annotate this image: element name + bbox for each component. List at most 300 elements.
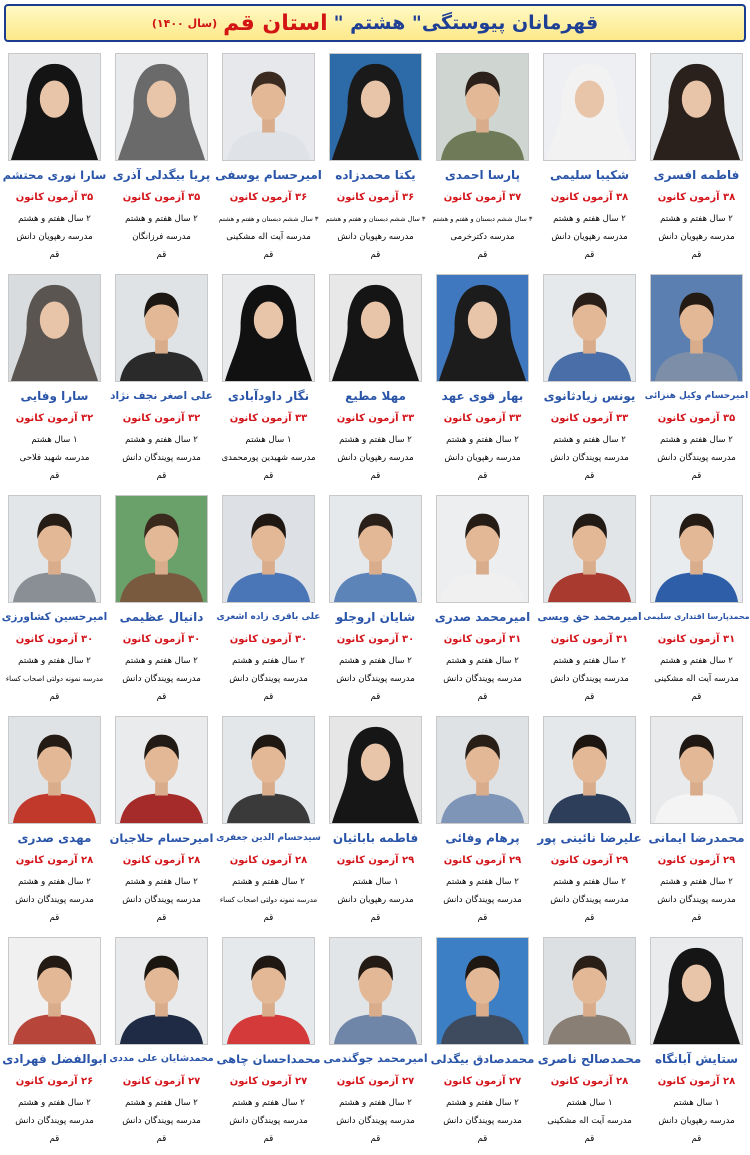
- student-photo: [222, 495, 315, 603]
- student-info: [431, 210, 534, 264]
- student-name: علیرضا نائینی پور: [537, 831, 642, 845]
- student-years: ۱ سال هشتم: [31, 435, 78, 445]
- school-name: مدرسه رهپویان دانش: [337, 895, 414, 905]
- city-name: قم: [370, 692, 381, 702]
- portrait-icon: [330, 496, 421, 602]
- student-years: ۱ سال هشتم: [352, 877, 399, 887]
- student-years: ۲ سال هفتم و هشتم: [125, 435, 198, 445]
- student-name: سیدحسام الدین جعفری: [216, 833, 321, 843]
- student-years: ۲ سال هفتم و هشتم: [125, 656, 198, 666]
- city-name: قم: [263, 913, 274, 923]
- exam-count: ۲۹ آزمون کانون: [443, 855, 522, 866]
- school-name: مدرسه دکترخرمی: [450, 232, 515, 242]
- school-name: مدرسه پویندگان دانش: [550, 453, 629, 463]
- student-info: [431, 652, 534, 706]
- student-info: [538, 210, 641, 264]
- student-name: پارسا احمدی: [444, 168, 521, 182]
- student-name: یونس زیادثانوی: [543, 389, 636, 403]
- student-photo: [543, 495, 636, 603]
- city-name: قم: [477, 471, 488, 481]
- student-info: [217, 873, 320, 927]
- city-name: قم: [49, 250, 60, 260]
- student-photo: [436, 53, 529, 161]
- students-grid: [0, 50, 750, 1155]
- student-photo: [650, 937, 743, 1045]
- school-name: مدرسه پویندگان دانش: [15, 1116, 94, 1126]
- exam-count: ۲۶ آزمون کانون: [15, 1076, 94, 1087]
- student-photo: [115, 716, 208, 824]
- city-name: قم: [477, 1134, 488, 1144]
- city-name: قم: [263, 471, 274, 481]
- exam-count: ۳۳ آزمون کانون: [229, 413, 308, 424]
- student-info: [110, 1094, 213, 1148]
- student-photo: [222, 716, 315, 824]
- school-name: مدرسه رهپویان دانش: [337, 453, 414, 463]
- portrait-icon: [544, 54, 635, 160]
- exam-count: ۳۳ آزمون کانون: [336, 413, 415, 424]
- school-name: مدرسه رهپویان دانش: [551, 232, 628, 242]
- student-years: ۲ سال هفتم و هشتم: [660, 214, 733, 224]
- city-name: قم: [156, 913, 167, 923]
- city-name: قم: [49, 913, 60, 923]
- student-years: ۲ سال هفتم و هشتم: [553, 877, 626, 887]
- portrait-icon: [223, 275, 314, 381]
- school-name: مدرسه آیت اله مشکینی: [547, 1116, 632, 1126]
- student-info: [217, 652, 320, 706]
- student-photo: [436, 937, 529, 1045]
- header-banner: [4, 4, 746, 42]
- school-name: مدرسه پویندگان دانش: [443, 895, 522, 905]
- student-name: سارا وفایی: [20, 389, 89, 403]
- student-years: ۲ سال هفتم و هشتم: [660, 877, 733, 887]
- student-card: [429, 713, 536, 934]
- student-card: [536, 492, 643, 713]
- student-years: ۲ سال هفتم و هشتم: [18, 214, 91, 224]
- student-photo: [115, 53, 208, 161]
- student-years: ۲ سال هفتم و هشتم: [125, 1098, 198, 1108]
- student-years: ۲ سال هفتم و هشتم: [446, 877, 519, 887]
- city-name: قم: [370, 250, 381, 260]
- student-name: یکتا محمدزاده: [335, 168, 416, 182]
- portrait-icon: [651, 938, 742, 1044]
- student-photo: [650, 53, 743, 161]
- student-card: [322, 271, 429, 492]
- student-name: امیرحسین کشاورزی: [1, 611, 108, 623]
- exam-count: ۳۸ آزمون کانون: [657, 192, 736, 203]
- student-card: [429, 492, 536, 713]
- exam-count: ۲۷ آزمون کانون: [122, 1076, 201, 1087]
- portrait-icon: [116, 717, 207, 823]
- exam-count: ۲۷ آزمون کانون: [443, 1076, 522, 1087]
- student-name: ستایش آبانگاه: [654, 1052, 739, 1066]
- portrait-icon: [330, 54, 421, 160]
- student-photo: [650, 716, 743, 824]
- student-years: ۳ سال ششم دبستان و هفتم و هشتم: [432, 215, 533, 223]
- school-name: مدرسه شهیدین پورمحمدی: [221, 453, 316, 463]
- exam-count: ۲۹ آزمون کانون: [336, 855, 415, 866]
- student-name: محمدرضا ایمانی: [648, 831, 745, 845]
- portrait-icon: [9, 938, 100, 1044]
- portrait-icon: [9, 717, 100, 823]
- student-years: ۲ سال هفتم و هشتم: [18, 1098, 91, 1108]
- student-name: امیرحسام حلاجیان: [109, 831, 214, 845]
- student-card: [536, 271, 643, 492]
- portrait-icon: [223, 717, 314, 823]
- student-years: ۲ سال هفتم و هشتم: [232, 1098, 305, 1108]
- exam-count: ۳۸ آزمون کانون: [550, 192, 629, 203]
- school-name: مدرسه پویندگان دانش: [336, 1116, 415, 1126]
- school-name: مدرسه پویندگان دانش: [15, 895, 94, 905]
- student-years: ۱ سال هشتم: [566, 1098, 613, 1108]
- school-name: مدرسه رهپویان دانش: [444, 453, 521, 463]
- student-info: [538, 431, 641, 485]
- student-name: مهدی صدری: [17, 831, 92, 845]
- student-name: شایان اروجلو: [335, 610, 416, 624]
- student-name: علی باقری زاده اشعری: [216, 612, 321, 622]
- exam-count: ۳۷ آزمون کانون: [443, 192, 522, 203]
- student-photo: [115, 495, 208, 603]
- city-name: قم: [156, 471, 167, 481]
- student-photo: [8, 495, 101, 603]
- portrait-icon: [9, 275, 100, 381]
- city-name: قم: [477, 250, 488, 260]
- school-name: مدرسه نمونه دولتی اصحاب کساء: [5, 675, 104, 683]
- exam-count: ۲۷ آزمون کانون: [336, 1076, 415, 1087]
- student-card: [1, 50, 108, 271]
- student-years: ۱ سال هشتم: [673, 1098, 720, 1108]
- student-photo: [436, 274, 529, 382]
- city-name: قم: [49, 1134, 60, 1144]
- exam-count: ۳۱ آزمون کانون: [657, 634, 736, 645]
- city-name: قم: [477, 913, 488, 923]
- student-name: علی اصغر نجف نژاد: [110, 390, 213, 402]
- school-name: مدرسه پویندگان دانش: [550, 674, 629, 684]
- header-year: (سال ۱۴۰۰): [151, 16, 218, 30]
- student-card: [215, 934, 322, 1155]
- student-photo: [543, 716, 636, 824]
- student-info: [110, 431, 213, 485]
- student-info: [645, 652, 748, 706]
- student-name: مهلا مطیع: [345, 389, 406, 403]
- exam-count: ۳۶ آزمون کانون: [229, 192, 308, 203]
- school-name: مدرسه رهپویان دانش: [658, 1116, 735, 1126]
- student-info: [110, 210, 213, 264]
- city-name: قم: [584, 692, 595, 702]
- school-name: مدرسه پویندگان دانش: [229, 1116, 308, 1126]
- student-card: [1, 713, 108, 934]
- student-photo: [222, 937, 315, 1045]
- portrait-icon: [544, 717, 635, 823]
- student-card: [322, 934, 429, 1155]
- student-info: [645, 1094, 748, 1148]
- student-info: [431, 873, 534, 927]
- student-card: [536, 713, 643, 934]
- student-years: ۳ سال ششم دبستان و هفتم و هشتم: [218, 215, 319, 223]
- portrait-icon: [116, 496, 207, 602]
- student-card: [643, 934, 750, 1155]
- school-name: مدرسه رهپویان دانش: [658, 232, 735, 242]
- exam-count: ۲۹ آزمون کانون: [550, 855, 629, 866]
- portrait-icon: [116, 54, 207, 160]
- student-name: شکیبا سلیمی: [549, 168, 630, 182]
- portrait-icon: [544, 938, 635, 1044]
- city-name: قم: [691, 471, 702, 481]
- student-card: [643, 50, 750, 271]
- student-years: ۲ سال هفتم و هشتم: [339, 435, 412, 445]
- city-name: قم: [370, 1134, 381, 1144]
- student-name: بهار قوی عهد: [441, 389, 524, 403]
- city-name: قم: [691, 250, 702, 260]
- school-name: مدرسه پویندگان دانش: [122, 674, 201, 684]
- student-photo: [436, 716, 529, 824]
- school-name: مدرسه پویندگان دانش: [122, 453, 201, 463]
- student-info: [3, 431, 106, 485]
- student-years: ۲ سال هفتم و هشتم: [446, 656, 519, 666]
- student-years: ۲ سال هفتم و هشتم: [339, 656, 412, 666]
- portrait-icon: [437, 717, 528, 823]
- student-photo: [8, 937, 101, 1045]
- student-card: [1, 271, 108, 492]
- exam-count: ۲۸ آزمون کانون: [550, 1076, 629, 1087]
- exam-count: ۳۰ آزمون کانون: [15, 634, 94, 645]
- student-photo: [329, 716, 422, 824]
- exam-count: ۳۰ آزمون کانون: [229, 634, 308, 645]
- city-name: قم: [370, 913, 381, 923]
- student-photo: [543, 937, 636, 1045]
- exam-count: ۳۵ آزمون کانون: [657, 413, 736, 424]
- student-photo: [650, 274, 743, 382]
- school-name: مدرسه پویندگان دانش: [229, 674, 308, 684]
- student-info: [324, 652, 427, 706]
- student-photo: [329, 53, 422, 161]
- exam-count: ۳۵ آزمون کانون: [15, 192, 94, 203]
- student-photo: [543, 53, 636, 161]
- exam-count: ۳۵ آزمون کانون: [122, 192, 201, 203]
- exam-count: ۳۱ آزمون کانون: [550, 634, 629, 645]
- student-card: [429, 271, 536, 492]
- student-info: [324, 873, 427, 927]
- student-card: [643, 492, 750, 713]
- student-info: [431, 1094, 534, 1148]
- student-years: ۲ سال هفتم و هشتم: [18, 877, 91, 887]
- portrait-icon: [223, 938, 314, 1044]
- student-card: [108, 934, 215, 1155]
- student-info: [217, 210, 320, 264]
- student-photo: [329, 495, 422, 603]
- exam-count: ۲۸ آزمون کانون: [122, 855, 201, 866]
- school-name: مدرسه فرزانگان: [132, 232, 191, 242]
- exam-count: ۳۰ آزمون کانون: [336, 634, 415, 645]
- portrait-icon: [437, 54, 528, 160]
- portrait-icon: [651, 275, 742, 381]
- portrait-icon: [9, 496, 100, 602]
- student-card: [215, 713, 322, 934]
- student-info: [217, 431, 320, 485]
- exam-count: ۳۰ آزمون کانون: [122, 634, 201, 645]
- header-title: قهرمانان پیوستگی" هشتم ": [333, 12, 599, 34]
- student-info: [645, 431, 748, 485]
- student-name: فاطمه افسری: [653, 168, 740, 182]
- student-card: [322, 713, 429, 934]
- exam-count: ۲۹ آزمون کانون: [657, 855, 736, 866]
- student-name: نگار داودآبادی: [227, 389, 310, 403]
- student-name: محمدصادق بیگدلی: [430, 1052, 535, 1066]
- student-info: [538, 873, 641, 927]
- student-info: [538, 652, 641, 706]
- city-name: قم: [263, 1134, 274, 1144]
- portrait-icon: [116, 275, 207, 381]
- student-years: ۲ سال هفتم و هشتم: [125, 877, 198, 887]
- student-info: [431, 431, 534, 485]
- exam-count: ۲۸ آزمون کانون: [229, 855, 308, 866]
- student-card: [429, 50, 536, 271]
- student-photo: [543, 274, 636, 382]
- exam-count: ۳۱ آزمون کانون: [443, 634, 522, 645]
- student-years: ۲ سال هفتم و هشتم: [660, 656, 733, 666]
- student-photo: [650, 495, 743, 603]
- student-name: ابوالفضل فهرادی: [2, 1052, 107, 1066]
- city-name: قم: [477, 692, 488, 702]
- student-photo: [329, 274, 422, 382]
- portrait-icon: [223, 54, 314, 160]
- student-card: [643, 271, 750, 492]
- school-name: مدرسه پویندگان دانش: [336, 674, 415, 684]
- student-info: [217, 1094, 320, 1148]
- portrait-icon: [330, 717, 421, 823]
- city-name: قم: [584, 471, 595, 481]
- student-name: محمدشایان علی مددی: [109, 1053, 214, 1064]
- city-name: قم: [584, 913, 595, 923]
- city-name: قم: [584, 250, 595, 260]
- school-name: مدرسه رهپویان دانش: [337, 232, 414, 242]
- city-name: قم: [584, 1134, 595, 1144]
- header-province: استان قم: [223, 10, 328, 36]
- student-info: [3, 1094, 106, 1148]
- city-name: قم: [263, 692, 274, 702]
- student-name: امیرحسام وکیل هنزائی: [644, 391, 749, 401]
- exam-count: ۳۳ آزمون کانون: [550, 413, 629, 424]
- student-name: پرهام وفائی: [445, 831, 520, 845]
- student-years: ۱ سال هشتم: [245, 435, 292, 445]
- student-card: [108, 50, 215, 271]
- student-card: [108, 713, 215, 934]
- student-card: [322, 50, 429, 271]
- student-card: [108, 271, 215, 492]
- student-years: ۲ سال هفتم و هشتم: [446, 1098, 519, 1108]
- exam-count: ۲۸ آزمون کانون: [657, 1076, 736, 1087]
- exam-count: ۳۲ آزمون کانون: [122, 413, 201, 424]
- student-info: [324, 210, 427, 264]
- student-name: سارا نوری محتشم: [2, 168, 107, 182]
- student-card: [536, 50, 643, 271]
- portrait-icon: [544, 275, 635, 381]
- school-name: مدرسه پویندگان دانش: [122, 1116, 201, 1126]
- portrait-icon: [651, 717, 742, 823]
- student-name: پریا بیگدلی آذری: [112, 168, 211, 182]
- school-name: مدرسه پویندگان دانش: [550, 895, 629, 905]
- student-info: [324, 431, 427, 485]
- student-years: ۲ سال هفتم و هشتم: [232, 656, 305, 666]
- student-years: ۲ سال هفتم و هشتم: [553, 214, 626, 224]
- student-years: ۲ سال هفتم و هشتم: [446, 435, 519, 445]
- student-photo: [329, 937, 422, 1045]
- city-name: قم: [691, 692, 702, 702]
- school-name: مدرسه آیت اله مشکینی: [226, 232, 311, 242]
- student-name: امیرمحمد صدری: [434, 610, 531, 624]
- student-name: دانیال عظیمی: [119, 610, 204, 624]
- student-info: [3, 873, 106, 927]
- student-photo: [436, 495, 529, 603]
- student-card: [643, 713, 750, 934]
- exam-count: ۳۳ آزمون کانون: [443, 413, 522, 424]
- city-name: قم: [156, 250, 167, 260]
- school-name: مدرسه پویندگان دانش: [443, 1116, 522, 1126]
- school-name: مدرسه نمونه دولتی اصحاب کساء: [219, 896, 318, 904]
- portrait-icon: [651, 496, 742, 602]
- student-info: [3, 652, 106, 706]
- student-card: [215, 50, 322, 271]
- student-info: [645, 210, 748, 264]
- student-years: ۲ سال هفتم و هشتم: [553, 656, 626, 666]
- student-photo: [115, 937, 208, 1045]
- portrait-icon: [330, 275, 421, 381]
- city-name: قم: [263, 250, 274, 260]
- city-name: قم: [156, 1134, 167, 1144]
- portrait-icon: [330, 938, 421, 1044]
- student-years: ۲ سال هفتم و هشتم: [339, 1098, 412, 1108]
- student-name: امیرحسام یوسفی: [215, 168, 322, 182]
- student-years: ۲ سال هفتم و هشتم: [660, 435, 733, 445]
- student-card: [108, 492, 215, 713]
- student-info: [3, 210, 106, 264]
- school-name: مدرسه آیت اله مشکینی: [654, 674, 739, 684]
- city-name: قم: [49, 692, 60, 702]
- student-years: ۲ سال هفتم و هشتم: [232, 877, 305, 887]
- student-photo: [8, 716, 101, 824]
- student-years: ۲ سال هفتم و هشتم: [553, 435, 626, 445]
- student-card: [322, 492, 429, 713]
- school-name: مدرسه رهپویان دانش: [16, 232, 93, 242]
- city-name: قم: [156, 692, 167, 702]
- student-info: [324, 1094, 427, 1148]
- student-photo: [8, 274, 101, 382]
- student-name: امیرمحمد جوگندمی: [323, 1052, 428, 1065]
- portrait-icon: [116, 938, 207, 1044]
- exam-count: ۳۲ آزمون کانون: [15, 413, 94, 424]
- student-card: [1, 934, 108, 1155]
- student-years: ۲ سال هفتم و هشتم: [18, 656, 91, 666]
- student-years: ۲ سال هفتم و هشتم: [125, 214, 198, 224]
- portrait-icon: [651, 54, 742, 160]
- exam-count: ۲۸ آزمون کانون: [15, 855, 94, 866]
- student-card: [1, 492, 108, 713]
- school-name: مدرسه شهید فلاحی: [19, 453, 90, 463]
- student-info: [538, 1094, 641, 1148]
- student-info: [110, 652, 213, 706]
- student-photo: [115, 274, 208, 382]
- student-photo: [8, 53, 101, 161]
- school-name: مدرسه پویندگان دانش: [122, 895, 201, 905]
- school-name: مدرسه پویندگان دانش: [657, 453, 736, 463]
- school-name: مدرسه پویندگان دانش: [657, 895, 736, 905]
- student-name: امیرمحمد حق ویسی: [537, 611, 642, 623]
- student-name: فاطمه باباثیان: [332, 831, 419, 845]
- student-name: محمدپارسا اقتداری سلیمی: [643, 612, 750, 621]
- portrait-icon: [223, 496, 314, 602]
- portrait-icon: [9, 54, 100, 160]
- student-photo: [222, 274, 315, 382]
- student-card: [429, 934, 536, 1155]
